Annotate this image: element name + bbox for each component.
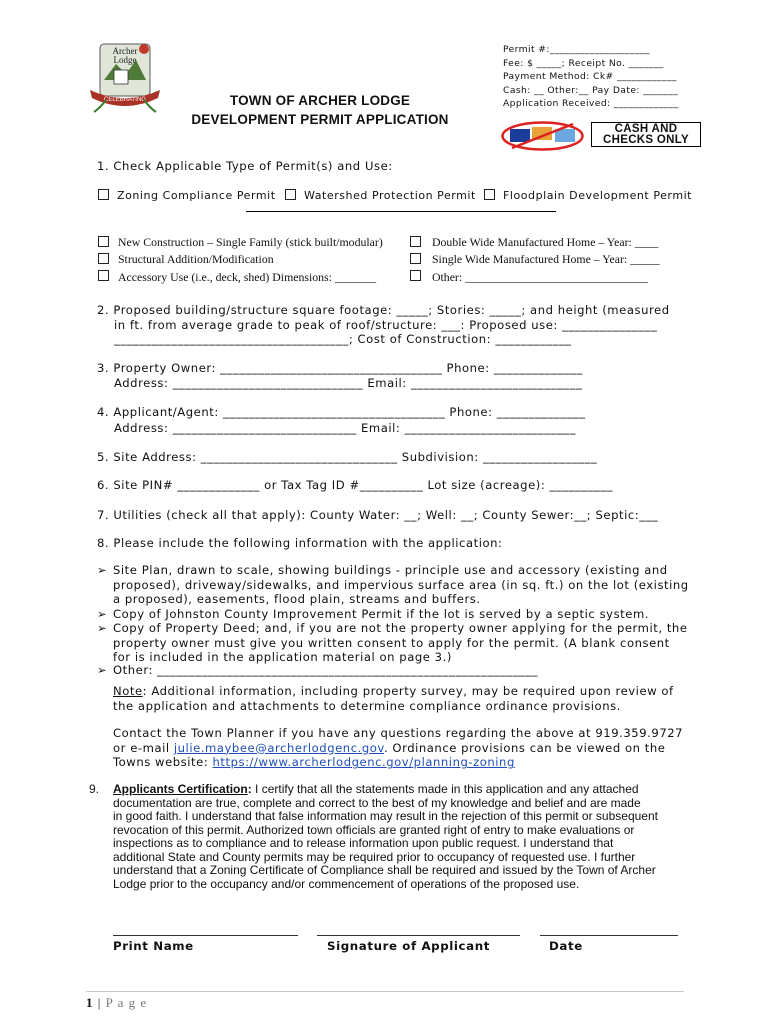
no-cards-icon [500, 121, 585, 151]
cash-and-checks-only-badge: CASH AND CHECKS ONLY [591, 122, 701, 147]
fee-line: Fee: $ _____; Receipt No. _______ [503, 57, 664, 69]
payment-method-line: Payment Method: Ck# ____________ [503, 71, 677, 82]
q8-bullet-property-deed: Copy of Property Deed; and, if you are not the property owner applying for the permit, the property owner must give you written consent to apply for the permit. (A blank consent for is included in the application material on page 3.) [113, 621, 688, 665]
q8-note: Note: Additional information, including property survey, may be required upon review of the application and attachments to determine compliance ordinance provisions. [113, 684, 674, 713]
page-footer: 1 | P a g e [86, 995, 148, 1010]
q2-line1: 2. Proposed building/structure square footage: _____; Stories: _____; and height (measured [97, 303, 670, 317]
structural-addition-checkbox[interactable] [98, 253, 109, 264]
q3-owner-line: 3. Property Owner: ___________________________________ Phone: ______________ [97, 361, 583, 375]
q8-bullet-site-plan: Site Plan, drawn to scale, showing buildings - principle use and accessory (existing and proposed), driveway/sidewalks, and impervious surface area (in sq. ft.) on the lot (existing a proposed), easements, flood plain, streams and buffers. [113, 563, 689, 607]
watershed-protection-label: Watershed Protection Permit [304, 189, 476, 202]
new-construction-label: New Construction – Single Family (stick built/modular) [118, 235, 383, 249]
bullet-arrow-icon: ➢ [97, 607, 108, 621]
floodplain-development-label: Floodplain Development Permit [503, 189, 693, 202]
q4-applicant-line: 4. Applicant/Agent: ___________________________________ Phone: ______________ [97, 405, 586, 419]
q8-bullet-improvement-permit: Copy of Johnston County Improvement Permit if the lot is served by a septic system. [113, 607, 650, 621]
section-divider [246, 211, 556, 212]
q3-address-line: Address: ______________________________ Email: ___________________________ [114, 376, 583, 390]
other-use-label: Other: _______________________________ [432, 270, 648, 284]
signature-line[interactable] [317, 935, 520, 936]
cash-other-line: Cash: __ Other:__ Pay Date: _______ [503, 84, 679, 96]
signature-label: Signature of Applicant [327, 939, 490, 953]
bullet-arrow-icon: ➢ [97, 663, 108, 677]
single-wide-label: Single Wide Manufactured Home – Year: _____ [432, 252, 660, 266]
date-line[interactable] [540, 935, 678, 936]
q8-bullet-other: Other: ____________________________________________________________ [113, 663, 538, 677]
q9-certification: Applicants Certification: I certify that all the statements made in this application and any attached documentation are true, complete and correct to the best of my knowledge and belief and are made in good faith. I understand that false information may result in the rejection of this permit or subsequent revocation of this permit. Authorized town officials are granted right of entry to make evaluations or inspections as to compliance and to release information upon public request. I understand that additional State and County permits may be required prior to occupancy of requested use. I further understand that a Zoning Certificate of Compliance shall be required and issued by the Town of Archer Lodge prior to the occupancy and/or commencement of operations of the proposed use. [113, 782, 658, 891]
svg-text:Lodge: Lodge [113, 55, 137, 65]
single-wide-checkbox[interactable] [410, 253, 421, 264]
zoning-compliance-checkbox[interactable] [98, 189, 109, 200]
print-name-line[interactable] [113, 935, 298, 936]
office-use-box [503, 43, 708, 111]
q9-number: 9. [89, 782, 100, 796]
floodplain-development-checkbox[interactable] [484, 189, 495, 200]
date-label: Date [549, 939, 583, 953]
application-received-line: Application Received: _____________ [503, 98, 679, 109]
form-title: DEVELOPMENT PERMIT APPLICATION [191, 112, 449, 127]
q4-address-line: Address: _____________________________ Email: ___________________________ [114, 421, 576, 435]
double-wide-label: Double Wide Manufactured Home – Year: ____ [432, 235, 659, 249]
zoning-compliance-label: Zoning Compliance Permit [117, 189, 276, 202]
q7-utilities-line: 7. Utilities (check all that apply): County Water: __; Well: __; County Sewer:__; Septic:___ [97, 508, 659, 522]
bullet-arrow-icon: ➢ [97, 621, 108, 635]
svg-text:CELEBRATING: CELEBRATING [104, 97, 146, 103]
certification-heading: Applicants Certification [113, 782, 248, 796]
new-construction-checkbox[interactable] [98, 236, 109, 247]
q6-site-pin-line: 6. Site PIN# _____________ or Tax Tag ID #__________ Lot size (acreage): __________ [97, 478, 614, 492]
q2-line3: _____________________________________; Cost of Construction: ____________ [114, 332, 572, 346]
q2-line2: in ft. from average grade to peak of roof/structure: ___: Proposed use: _______________ [114, 318, 658, 332]
planner-email-link[interactable]: julie.maybee@archerlodgenc.gov [173, 740, 384, 755]
permit-number-line: Permit #:____________________ [503, 44, 650, 55]
planning-website-link[interactable]: https://www.archerlodgenc.gov/planning-zoning [212, 755, 515, 770]
accessory-use-checkbox[interactable] [98, 270, 109, 281]
q1-label: 1. Check Applicable Type of Permit(s) and Use: [97, 159, 393, 173]
other-use-checkbox[interactable] [410, 270, 421, 281]
double-wide-checkbox[interactable] [410, 236, 421, 247]
watershed-protection-checkbox[interactable] [285, 189, 296, 200]
q8-label: 8. Please include the following information with the application: [97, 536, 503, 550]
bullet-arrow-icon: ➢ [97, 563, 108, 577]
structural-addition-label: Structural Addition/Modification [118, 252, 274, 266]
svg-text:Archer: Archer [112, 46, 138, 56]
footer-divider [86, 991, 684, 992]
accessory-use-label: Accessory Use (i.e., deck, shed) Dimensions: _______ [118, 270, 377, 284]
q5-site-address-line: 5. Site Address: _______________________________ Subdivision: __________________ [97, 450, 598, 464]
print-name-label: Print Name [113, 939, 194, 953]
q8-contact-info: Contact the Town Planner if you have any questions regarding the above at 919.359.9727 or e-mail julie.maybee@archerlodgenc.gov. Ordinance provisions can be viewed on the Towns website: https://www.archerlodgenc.gov/planning-zoning [113, 726, 684, 770]
town-title: TOWN OF ARCHER LODGE [229, 93, 411, 108]
